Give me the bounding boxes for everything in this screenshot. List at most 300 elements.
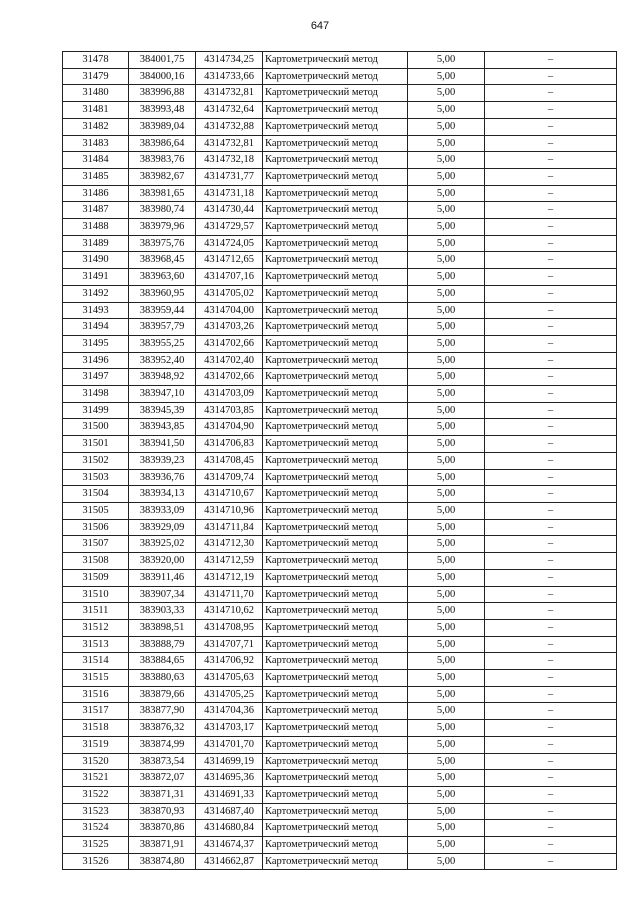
method-cell: Картометрический метод [263, 402, 408, 419]
point-number-cell: 31490 [63, 252, 129, 269]
y-coordinate-cell: 4314729,57 [196, 219, 263, 236]
method-cell: Картометрический метод [263, 419, 408, 436]
x-coordinate-cell: 383960,95 [129, 285, 196, 302]
table-row [63, 686, 617, 703]
x-coordinate-cell: 383989,04 [129, 118, 196, 135]
method-cell: Картометрический метод [263, 85, 408, 102]
table-row [63, 269, 617, 286]
description-cell: – [485, 502, 617, 519]
method-cell: Картометрический метод [263, 252, 408, 269]
table-row [63, 770, 617, 787]
description-cell: – [485, 670, 617, 687]
accuracy-cell: 5,00 [408, 335, 485, 352]
x-coordinate-cell: 383870,93 [129, 803, 196, 820]
y-coordinate-cell: 4314705,25 [196, 686, 263, 703]
x-coordinate-cell: 383925,02 [129, 536, 196, 553]
table-row [63, 837, 617, 854]
x-coordinate-cell: 383907,34 [129, 586, 196, 603]
method-cell: Картометрический метод [263, 803, 408, 820]
table-row [63, 553, 617, 570]
method-cell: Картометрический метод [263, 219, 408, 236]
y-coordinate-cell: 4314710,96 [196, 502, 263, 519]
accuracy-cell: 5,00 [408, 837, 485, 854]
table-row [63, 52, 617, 69]
point-number-cell: 31480 [63, 85, 129, 102]
description-cell: – [485, 369, 617, 386]
accuracy-cell: 5,00 [408, 135, 485, 152]
table-row [63, 486, 617, 503]
point-number-cell: 31519 [63, 736, 129, 753]
x-coordinate-cell: 383872,07 [129, 770, 196, 787]
method-cell: Картометрический метод [263, 118, 408, 135]
accuracy-cell: 5,00 [408, 85, 485, 102]
point-number-cell: 31499 [63, 402, 129, 419]
description-cell: – [485, 753, 617, 770]
y-coordinate-cell: 4314732,88 [196, 118, 263, 135]
description-cell: – [485, 319, 617, 336]
description-cell: – [485, 770, 617, 787]
point-number-cell: 31523 [63, 803, 129, 820]
x-coordinate-cell: 384001,75 [129, 52, 196, 69]
accuracy-cell: 5,00 [408, 619, 485, 636]
method-cell: Картометрический метод [263, 653, 408, 670]
x-coordinate-cell: 383963,60 [129, 269, 196, 286]
y-coordinate-cell: 4314731,77 [196, 168, 263, 185]
table-row [63, 185, 617, 202]
point-number-cell: 31489 [63, 235, 129, 252]
point-number-cell: 31478 [63, 52, 129, 69]
table-row [63, 118, 617, 135]
x-coordinate-cell: 383920,00 [129, 553, 196, 570]
x-coordinate-cell: 383898,51 [129, 619, 196, 636]
table-row [63, 636, 617, 653]
table-row [63, 536, 617, 553]
y-coordinate-cell: 4314687,40 [196, 803, 263, 820]
point-number-cell: 31488 [63, 219, 129, 236]
accuracy-cell: 5,00 [408, 235, 485, 252]
x-coordinate-cell: 383979,96 [129, 219, 196, 236]
method-cell: Картометрический метод [263, 686, 408, 703]
table-row [63, 302, 617, 319]
accuracy-cell: 5,00 [408, 269, 485, 286]
x-coordinate-cell: 383903,33 [129, 603, 196, 620]
y-coordinate-cell: 4314712,30 [196, 536, 263, 553]
x-coordinate-cell: 383936,76 [129, 469, 196, 486]
table-row [63, 603, 617, 620]
table-row [63, 452, 617, 469]
description-cell: – [485, 152, 617, 169]
point-number-cell: 31506 [63, 519, 129, 536]
table-row [63, 586, 617, 603]
accuracy-cell: 5,00 [408, 185, 485, 202]
method-cell: Картометрический метод [263, 52, 408, 69]
x-coordinate-cell: 383975,76 [129, 235, 196, 252]
x-coordinate-cell: 383911,46 [129, 569, 196, 586]
table-row [63, 168, 617, 185]
method-cell: Картометрический метод [263, 820, 408, 837]
y-coordinate-cell: 4314662,87 [196, 853, 263, 870]
table-row [63, 803, 617, 820]
y-coordinate-cell: 4314703,85 [196, 402, 263, 419]
point-number-cell: 31486 [63, 185, 129, 202]
accuracy-cell: 5,00 [408, 820, 485, 837]
table-row [63, 285, 617, 302]
x-coordinate-cell: 383884,65 [129, 653, 196, 670]
table-row [63, 753, 617, 770]
point-number-cell: 31482 [63, 118, 129, 135]
y-coordinate-cell: 4314732,18 [196, 152, 263, 169]
y-coordinate-cell: 4314705,02 [196, 285, 263, 302]
accuracy-cell: 5,00 [408, 703, 485, 720]
method-cell: Картометрический метод [263, 603, 408, 620]
point-number-cell: 31498 [63, 386, 129, 403]
description-cell: – [485, 419, 617, 436]
table-row [63, 352, 617, 369]
description-cell: – [485, 436, 617, 453]
table-row [63, 720, 617, 737]
description-cell: – [485, 202, 617, 219]
description-cell: – [485, 386, 617, 403]
description-cell: – [485, 636, 617, 653]
point-number-cell: 31503 [63, 469, 129, 486]
method-cell: Картометрический метод [263, 319, 408, 336]
coordinates-table [62, 51, 617, 870]
x-coordinate-cell: 383957,79 [129, 319, 196, 336]
accuracy-cell: 5,00 [408, 753, 485, 770]
accuracy-cell: 5,00 [408, 386, 485, 403]
y-coordinate-cell: 4314691,33 [196, 786, 263, 803]
point-number-cell: 31484 [63, 152, 129, 169]
table-row [63, 786, 617, 803]
description-cell: – [485, 402, 617, 419]
description-cell: – [485, 52, 617, 69]
x-coordinate-cell: 383871,91 [129, 837, 196, 854]
description-cell: – [485, 519, 617, 536]
method-cell: Картометрический метод [263, 452, 408, 469]
accuracy-cell: 5,00 [408, 252, 485, 269]
table-row [63, 469, 617, 486]
y-coordinate-cell: 4314704,36 [196, 703, 263, 720]
table-row [63, 202, 617, 219]
y-coordinate-cell: 4314732,81 [196, 135, 263, 152]
point-number-cell: 31518 [63, 720, 129, 737]
accuracy-cell: 5,00 [408, 502, 485, 519]
table-row [63, 436, 617, 453]
y-coordinate-cell: 4314732,81 [196, 85, 263, 102]
y-coordinate-cell: 4314699,19 [196, 753, 263, 770]
y-coordinate-cell: 4314702,66 [196, 369, 263, 386]
y-coordinate-cell: 4314710,67 [196, 486, 263, 503]
table-row [63, 85, 617, 102]
x-coordinate-cell: 383870,86 [129, 820, 196, 837]
y-coordinate-cell: 4314732,64 [196, 102, 263, 119]
description-cell: – [485, 219, 617, 236]
accuracy-cell: 5,00 [408, 469, 485, 486]
description-cell: – [485, 553, 617, 570]
description-cell: – [485, 168, 617, 185]
accuracy-cell: 5,00 [408, 670, 485, 687]
point-number-cell: 31508 [63, 553, 129, 570]
accuracy-cell: 5,00 [408, 603, 485, 620]
method-cell: Картометрический метод [263, 569, 408, 586]
description-cell: – [485, 469, 617, 486]
x-coordinate-cell: 383986,64 [129, 135, 196, 152]
y-coordinate-cell: 4314703,09 [196, 386, 263, 403]
x-coordinate-cell: 383959,44 [129, 302, 196, 319]
accuracy-cell: 5,00 [408, 369, 485, 386]
point-number-cell: 31501 [63, 436, 129, 453]
table-row [63, 402, 617, 419]
y-coordinate-cell: 4314706,92 [196, 653, 263, 670]
y-coordinate-cell: 4314701,70 [196, 736, 263, 753]
description-cell: – [485, 736, 617, 753]
table-row [63, 335, 617, 352]
accuracy-cell: 5,00 [408, 536, 485, 553]
accuracy-cell: 5,00 [408, 436, 485, 453]
y-coordinate-cell: 4314730,44 [196, 202, 263, 219]
y-coordinate-cell: 4314703,26 [196, 319, 263, 336]
table-row [63, 369, 617, 386]
accuracy-cell: 5,00 [408, 68, 485, 85]
table-row [63, 619, 617, 636]
y-coordinate-cell: 4314712,59 [196, 553, 263, 570]
x-coordinate-cell: 383952,40 [129, 352, 196, 369]
point-number-cell: 31497 [63, 369, 129, 386]
x-coordinate-cell: 383933,09 [129, 502, 196, 519]
table-row [63, 219, 617, 236]
description-cell: – [485, 285, 617, 302]
accuracy-cell: 5,00 [408, 102, 485, 119]
y-coordinate-cell: 4314711,70 [196, 586, 263, 603]
method-cell: Картометрический метод [263, 269, 408, 286]
y-coordinate-cell: 4314674,37 [196, 837, 263, 854]
method-cell: Картометрический метод [263, 502, 408, 519]
accuracy-cell: 5,00 [408, 803, 485, 820]
x-coordinate-cell: 383877,90 [129, 703, 196, 720]
point-number-cell: 31509 [63, 569, 129, 586]
description-cell: – [485, 837, 617, 854]
accuracy-cell: 5,00 [408, 770, 485, 787]
accuracy-cell: 5,00 [408, 152, 485, 169]
description-cell: – [485, 703, 617, 720]
accuracy-cell: 5,00 [408, 553, 485, 570]
table-row [63, 419, 617, 436]
point-number-cell: 31516 [63, 686, 129, 703]
accuracy-cell: 5,00 [408, 402, 485, 419]
x-coordinate-cell: 383880,63 [129, 670, 196, 687]
point-number-cell: 31500 [63, 419, 129, 436]
point-number-cell: 31514 [63, 653, 129, 670]
point-number-cell: 31479 [63, 68, 129, 85]
y-coordinate-cell: 4314734,25 [196, 52, 263, 69]
x-coordinate-cell: 383879,66 [129, 686, 196, 703]
x-coordinate-cell: 383982,67 [129, 168, 196, 185]
accuracy-cell: 5,00 [408, 636, 485, 653]
x-coordinate-cell: 383943,85 [129, 419, 196, 436]
y-coordinate-cell: 4314731,18 [196, 185, 263, 202]
description-cell: – [485, 603, 617, 620]
table-row [63, 152, 617, 169]
y-coordinate-cell: 4314707,71 [196, 636, 263, 653]
accuracy-cell: 5,00 [408, 653, 485, 670]
x-coordinate-cell: 383888,79 [129, 636, 196, 653]
table-row [63, 853, 617, 870]
method-cell: Картометрический метод [263, 185, 408, 202]
description-cell: – [485, 853, 617, 870]
point-number-cell: 31513 [63, 636, 129, 653]
x-coordinate-cell: 383874,99 [129, 736, 196, 753]
x-coordinate-cell: 383947,10 [129, 386, 196, 403]
accuracy-cell: 5,00 [408, 853, 485, 870]
description-cell: – [485, 536, 617, 553]
accuracy-cell: 5,00 [408, 586, 485, 603]
point-number-cell: 31525 [63, 837, 129, 854]
point-number-cell: 31483 [63, 135, 129, 152]
point-number-cell: 31485 [63, 168, 129, 185]
point-number-cell: 31520 [63, 753, 129, 770]
point-number-cell: 31515 [63, 670, 129, 687]
method-cell: Картометрический метод [263, 386, 408, 403]
method-cell: Картометрический метод [263, 202, 408, 219]
description-cell: – [485, 335, 617, 352]
description-cell: – [485, 135, 617, 152]
method-cell: Картометрический метод [263, 235, 408, 252]
method-cell: Картометрический метод [263, 369, 408, 386]
description-cell: – [485, 269, 617, 286]
table-row [63, 386, 617, 403]
description-cell: – [485, 686, 617, 703]
accuracy-cell: 5,00 [408, 219, 485, 236]
y-coordinate-cell: 4314703,17 [196, 720, 263, 737]
method-cell: Картометрический метод [263, 469, 408, 486]
description-cell: – [485, 452, 617, 469]
method-cell: Картометрический метод [263, 519, 408, 536]
table-row [63, 68, 617, 85]
description-cell: – [485, 118, 617, 135]
accuracy-cell: 5,00 [408, 352, 485, 369]
y-coordinate-cell: 4314702,66 [196, 335, 263, 352]
method-cell: Картометрический метод [263, 720, 408, 737]
x-coordinate-cell: 383929,09 [129, 519, 196, 536]
x-coordinate-cell: 383981,65 [129, 185, 196, 202]
y-coordinate-cell: 4314708,95 [196, 619, 263, 636]
accuracy-cell: 5,00 [408, 285, 485, 302]
x-coordinate-cell: 383873,54 [129, 753, 196, 770]
accuracy-cell: 5,00 [408, 319, 485, 336]
method-cell: Картометрический метод [263, 786, 408, 803]
description-cell: – [485, 720, 617, 737]
y-coordinate-cell: 4314705,63 [196, 670, 263, 687]
description-cell: – [485, 68, 617, 85]
method-cell: Картометрический метод [263, 352, 408, 369]
y-coordinate-cell: 4314702,40 [196, 352, 263, 369]
accuracy-cell: 5,00 [408, 452, 485, 469]
method-cell: Картометрический метод [263, 553, 408, 570]
point-number-cell: 31494 [63, 319, 129, 336]
y-coordinate-cell: 4314704,00 [196, 302, 263, 319]
description-cell: – [485, 820, 617, 837]
description-cell: – [485, 569, 617, 586]
description-cell: – [485, 185, 617, 202]
x-coordinate-cell: 383874,80 [129, 853, 196, 870]
point-number-cell: 31505 [63, 502, 129, 519]
accuracy-cell: 5,00 [408, 52, 485, 69]
y-coordinate-cell: 4314712,65 [196, 252, 263, 269]
method-cell: Картометрический метод [263, 837, 408, 854]
y-coordinate-cell: 4314709,74 [196, 469, 263, 486]
method-cell: Картометрический метод [263, 285, 408, 302]
point-number-cell: 31504 [63, 486, 129, 503]
accuracy-cell: 5,00 [408, 569, 485, 586]
x-coordinate-cell: 383948,92 [129, 369, 196, 386]
y-coordinate-cell: 4314711,84 [196, 519, 263, 536]
x-coordinate-cell: 383955,25 [129, 335, 196, 352]
point-number-cell: 31510 [63, 586, 129, 603]
method-cell: Картометрический метод [263, 736, 408, 753]
y-coordinate-cell: 4314707,16 [196, 269, 263, 286]
y-coordinate-cell: 4314695,36 [196, 770, 263, 787]
table-row [63, 670, 617, 687]
method-cell: Картометрический метод [263, 619, 408, 636]
x-coordinate-cell: 383983,76 [129, 152, 196, 169]
accuracy-cell: 5,00 [408, 168, 485, 185]
method-cell: Картометрический метод [263, 152, 408, 169]
method-cell: Картометрический метод [263, 753, 408, 770]
table-row [63, 569, 617, 586]
x-coordinate-cell: 383980,74 [129, 202, 196, 219]
x-coordinate-cell: 383945,39 [129, 402, 196, 419]
point-number-cell: 31481 [63, 102, 129, 119]
point-number-cell: 31526 [63, 853, 129, 870]
description-cell: – [485, 252, 617, 269]
y-coordinate-cell: 4314704,90 [196, 419, 263, 436]
description-cell: – [485, 235, 617, 252]
description-cell: – [485, 653, 617, 670]
table-row [63, 135, 617, 152]
coordinates-table-body [63, 52, 617, 870]
x-coordinate-cell: 383939,23 [129, 452, 196, 469]
description-cell: – [485, 586, 617, 603]
description-cell: – [485, 302, 617, 319]
point-number-cell: 31512 [63, 619, 129, 636]
accuracy-cell: 5,00 [408, 786, 485, 803]
y-coordinate-cell: 4314706,83 [196, 436, 263, 453]
table-row [63, 252, 617, 269]
accuracy-cell: 5,00 [408, 720, 485, 737]
table-row [63, 235, 617, 252]
description-cell: – [485, 352, 617, 369]
accuracy-cell: 5,00 [408, 302, 485, 319]
accuracy-cell: 5,00 [408, 736, 485, 753]
method-cell: Картометрический метод [263, 335, 408, 352]
x-coordinate-cell: 384000,16 [129, 68, 196, 85]
table-row [63, 820, 617, 837]
accuracy-cell: 5,00 [408, 486, 485, 503]
point-number-cell: 31491 [63, 269, 129, 286]
page-number: 647 [310, 20, 330, 32]
accuracy-cell: 5,00 [408, 419, 485, 436]
point-number-cell: 31487 [63, 202, 129, 219]
method-cell: Картометрический метод [263, 68, 408, 85]
y-coordinate-cell: 4314724,05 [196, 235, 263, 252]
method-cell: Картометрический метод [263, 302, 408, 319]
point-number-cell: 31507 [63, 536, 129, 553]
accuracy-cell: 5,00 [408, 202, 485, 219]
y-coordinate-cell: 4314680,84 [196, 820, 263, 837]
method-cell: Картометрический метод [263, 703, 408, 720]
point-number-cell: 31502 [63, 452, 129, 469]
method-cell: Картометрический метод [263, 102, 408, 119]
